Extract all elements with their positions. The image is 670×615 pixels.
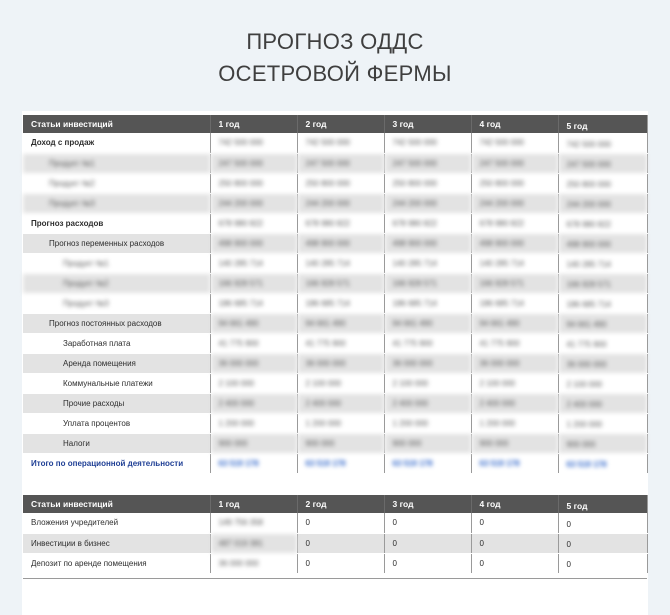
value-cell: 140 285 714: [297, 253, 384, 273]
table-row: [23, 393, 647, 413]
value-cell: 2 400 000: [558, 393, 647, 413]
value-cell: 900 000: [384, 433, 471, 453]
value-cell: 1 200 000: [471, 413, 558, 433]
value-cell: 0: [471, 513, 558, 533]
value-cell: 678 980 822: [558, 213, 647, 233]
value-cell: 2 100 000: [297, 373, 384, 393]
table-bottom-border: [23, 578, 647, 579]
row-label: Итого по операционной деятельности: [23, 453, 210, 473]
value-cell: 94 661 490: [558, 313, 647, 333]
value-cell: 678 980 822: [210, 213, 297, 233]
row-label: Вложения учредителей: [23, 513, 210, 533]
row-label: Прочие расходы: [23, 393, 210, 413]
value-cell: 166 928 571: [384, 273, 471, 293]
row-label: Депозит по аренде помещения: [23, 553, 210, 573]
value-cell: 186 685 714: [297, 293, 384, 313]
row-label: Налоги: [23, 433, 210, 453]
row-label: Инвестиции в бизнес: [23, 533, 210, 553]
table-row: [23, 273, 647, 293]
header-cell: 2 год: [297, 495, 384, 513]
header-cell: Статьи инвестиций: [23, 495, 210, 513]
table-row: [23, 253, 647, 273]
header-cell: Статьи инвестиций: [23, 115, 210, 133]
value-cell: 1 200 000: [384, 413, 471, 433]
value-cell: 2 100 000: [384, 373, 471, 393]
header-cell: 3 год: [384, 495, 471, 513]
value-cell: 244 200 000: [558, 193, 647, 213]
value-cell: 0: [384, 553, 471, 573]
value-cell: 2 400 000: [384, 393, 471, 413]
value-cell: 140 285 714: [471, 253, 558, 273]
value-cell: 41 775 900: [210, 333, 297, 353]
value-cell: 36 000 000: [558, 353, 647, 373]
value-cell: 498 900 000: [471, 233, 558, 253]
row-label: Продукт №1: [23, 153, 210, 173]
value-cell: 140 285 714: [210, 253, 297, 273]
header-cell: 2 год: [297, 115, 384, 133]
value-cell: 63 519 178: [297, 453, 384, 473]
value-cell: 36 000 000: [471, 353, 558, 373]
row-label: Заработная плата: [23, 333, 210, 353]
header-cell: 3 год: [384, 115, 471, 133]
value-cell: 2 100 000: [210, 373, 297, 393]
value-cell: 250 800 000: [297, 173, 384, 193]
row-label: Прогноз постоянных расходов: [23, 313, 210, 333]
value-cell: 250 800 000: [210, 173, 297, 193]
table-row: [23, 213, 647, 233]
page-title-line2: ОСЕТРОВОЙ ФЕРМЫ: [218, 61, 452, 86]
value-cell: 498 900 000: [210, 233, 297, 253]
value-cell: 0: [471, 533, 558, 553]
value-cell: 0: [558, 553, 647, 573]
header-cell: 5 год: [558, 495, 647, 513]
value-cell: 1 200 000: [297, 413, 384, 433]
value-cell: 2 400 000: [210, 393, 297, 413]
value-cell: 36 000 000: [210, 353, 297, 373]
value-cell: 2 100 000: [471, 373, 558, 393]
header-cell: 1 год: [210, 115, 297, 133]
table-row: [23, 353, 647, 373]
value-cell: 149 756 358: [210, 513, 297, 533]
value-cell: 63 519 178: [384, 453, 471, 473]
value-cell: 63 519 178: [471, 453, 558, 473]
value-cell: 63 519 178: [210, 453, 297, 473]
value-cell: 900 000: [471, 433, 558, 453]
value-cell: 186 685 714: [210, 293, 297, 313]
value-cell: 244 200 000: [384, 193, 471, 213]
value-cell: 1 200 000: [558, 413, 647, 433]
header-cell: 4 год: [471, 115, 558, 133]
value-cell: 94 661 490: [471, 313, 558, 333]
header-cell: 1 год: [210, 495, 297, 513]
row-label: Продукт №3: [23, 293, 210, 313]
table-row: [23, 533, 647, 553]
row-label: Доход с продаж: [23, 133, 210, 153]
total-row: [23, 453, 647, 473]
value-cell: 247 500 000: [558, 153, 647, 173]
value-cell: 498 900 000: [297, 233, 384, 253]
page-title: [0, 26, 670, 90]
value-cell: 0: [297, 553, 384, 573]
value-cell: 0: [297, 513, 384, 533]
operating-cashflow-table: [23, 115, 648, 474]
value-cell: 247 500 000: [297, 153, 384, 173]
value-cell: 0: [471, 553, 558, 573]
value-cell: 2 100 000: [558, 373, 647, 393]
value-cell: 0: [558, 533, 647, 553]
row-label: Продукт №2: [23, 173, 210, 193]
value-cell: 94 661 490: [384, 313, 471, 333]
value-cell: 94 661 490: [297, 313, 384, 333]
value-cell: 41 775 900: [471, 333, 558, 353]
row-label: Коммунальные платежи: [23, 373, 210, 393]
value-cell: 2 400 000: [297, 393, 384, 413]
header-cell: 5 год: [558, 115, 647, 133]
table-row: [23, 513, 647, 533]
value-cell: 166 928 571: [558, 273, 647, 293]
table-row: [23, 373, 647, 393]
value-cell: 247 500 000: [384, 153, 471, 173]
value-cell: 250 800 000: [558, 173, 647, 193]
investment-table: [23, 495, 648, 574]
value-cell: 900 000: [558, 433, 647, 453]
header-cell: 4 год: [471, 495, 558, 513]
value-cell: 742 500 000: [297, 133, 384, 153]
row-label: Прогноз переменных расходов: [23, 233, 210, 253]
value-cell: 742 500 000: [210, 133, 297, 153]
row-label: Прогноз расходов: [23, 213, 210, 233]
row-label: Продукт №1: [23, 253, 210, 273]
table-row: [23, 153, 647, 173]
value-cell: 247 500 000: [471, 153, 558, 173]
value-cell: 742 500 000: [471, 133, 558, 153]
value-cell: 250 800 000: [471, 173, 558, 193]
value-cell: 140 285 714: [384, 253, 471, 273]
value-cell: 36 000 000: [384, 353, 471, 373]
value-cell: 0: [558, 513, 647, 533]
row-label: Уплата процентов: [23, 413, 210, 433]
table-row: [23, 333, 647, 353]
value-cell: 166 928 571: [210, 273, 297, 293]
value-cell: 186 685 714: [471, 293, 558, 313]
value-cell: 487 019 381: [210, 533, 297, 553]
value-cell: 2 400 000: [471, 393, 558, 413]
value-cell: 247 500 000: [210, 153, 297, 173]
value-cell: 41 775 900: [297, 333, 384, 353]
value-cell: 41 775 900: [384, 333, 471, 353]
value-cell: 1 200 000: [210, 413, 297, 433]
value-cell: 900 000: [297, 433, 384, 453]
value-cell: 186 685 714: [384, 293, 471, 313]
value-cell: 498 900 000: [558, 233, 647, 253]
value-cell: 498 900 000: [384, 233, 471, 253]
value-cell: 900 000: [210, 433, 297, 453]
table-row: [23, 173, 647, 193]
page-title-line1: ПРОГНОЗ ОДДС: [246, 29, 424, 54]
table-row: [23, 193, 647, 213]
table-row: [23, 553, 647, 573]
value-cell: 166 928 571: [471, 273, 558, 293]
table-row: [23, 233, 647, 253]
value-cell: 0: [297, 533, 384, 553]
value-cell: 0: [384, 533, 471, 553]
value-cell: 244 200 000: [471, 193, 558, 213]
value-cell: 742 500 000: [384, 133, 471, 153]
value-cell: 0: [384, 513, 471, 533]
row-label: Продукт №3: [23, 193, 210, 213]
table-row: [23, 313, 647, 333]
value-cell: 250 800 000: [384, 173, 471, 193]
value-cell: 166 928 571: [297, 273, 384, 293]
value-cell: 63 519 178: [558, 453, 647, 473]
table-row: [23, 433, 647, 453]
value-cell: 678 980 822: [297, 213, 384, 233]
row-label: Аренда помещения: [23, 353, 210, 373]
value-cell: 244 200 000: [210, 193, 297, 213]
value-cell: 742 500 000: [558, 133, 647, 153]
value-cell: 678 980 822: [384, 213, 471, 233]
value-cell: 186 685 714: [558, 293, 647, 313]
value-cell: 244 200 000: [297, 193, 384, 213]
value-cell: 36 000 000: [210, 553, 297, 573]
table-row: [23, 413, 647, 433]
table-row: [23, 293, 647, 313]
value-cell: 678 980 822: [471, 213, 558, 233]
table-header-row: [23, 495, 647, 513]
value-cell: 36 000 000: [297, 353, 384, 373]
value-cell: 94 661 490: [210, 313, 297, 333]
value-cell: 41 775 900: [558, 333, 647, 353]
row-label: Продукт №2: [23, 273, 210, 293]
value-cell: 140 285 714: [558, 253, 647, 273]
table-row: [23, 133, 647, 153]
table-header-row: [23, 115, 647, 133]
